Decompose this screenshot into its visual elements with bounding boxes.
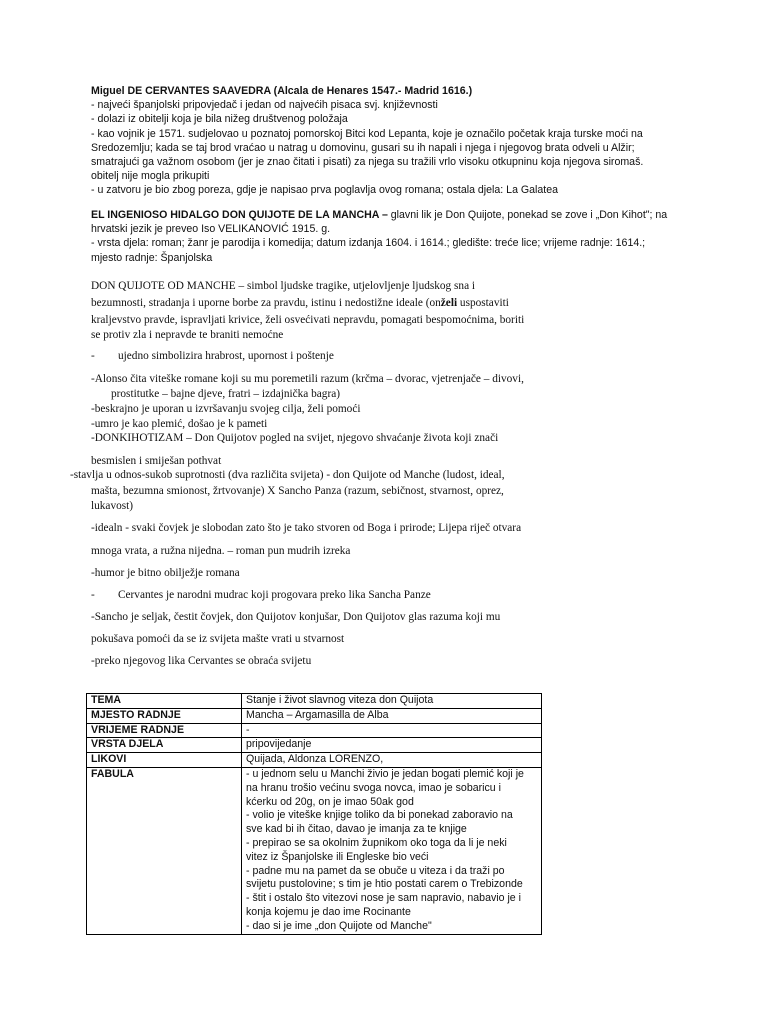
biography-section	[91, 84, 671, 198]
summary-table	[86, 693, 542, 935]
intro-line: DON QUIJOTE OD MANCHE – simbol ljudske tragike, utjelovljenje ljudskog sna i	[91, 280, 476, 292]
bio-line: - dolazi iz obitelji koja je bila nižeg društvenog položaja	[91, 113, 348, 126]
note-line: -idealn - svaki čovjek je slobodan zato što je tako stvoren od Boga i prirode; Lijepa riječ otvara	[91, 522, 522, 534]
bullet-dash: -	[91, 350, 95, 362]
fabula-line: sve kad bi ih čitao, davao je imanja za te knjige	[246, 823, 467, 836]
table-row	[87, 723, 542, 738]
fabula-line: - volio je viteške knjige toliko da bi ponekad zaboravio na	[246, 809, 513, 822]
work-title: EL INGENIOSO HIDALGO DON QUIJOTE DE LA MANCHA –	[91, 209, 388, 221]
table-key: VRIJEME RADNJE	[87, 723, 242, 738]
note-line: -stavlja u odnos-sukob suprotnosti (dva različita svijeta) - don Quijote od Manche (ludost, ideal,	[70, 469, 505, 481]
table-key: LIKOVI	[87, 753, 242, 768]
fabula-line: konja kojemu je dao ime Rocinante	[246, 905, 411, 918]
fabula-line: kćerku od 20g, on je imao 50ak god	[246, 795, 414, 808]
intro-text: uspostaviti	[457, 297, 509, 309]
bio-line: obitelj nije mogla prikupiti	[91, 170, 210, 183]
bullet-dash: -	[91, 589, 95, 601]
note-line: pokušava pomoći da se iz svijeta mašte vrati u stvarnost	[91, 633, 345, 645]
author-heading: Miguel DE CERVANTES SAAVEDRA (Alcala de Henares 1547.- Madrid 1616.)	[91, 85, 473, 97]
bio-line: smatrajući ga važnom osobom (jer je znao čitati i pisati) za njega su tražili vrlo visoku otkupninu koja njegova siromaš.	[91, 156, 644, 169]
note-line: -DONKIHOTIZAM – Don Quijotov pogled na svijet, njegovo shvaćanje života koji znači	[91, 432, 499, 444]
table-key: FABULA	[87, 767, 242, 934]
table-row	[87, 738, 542, 753]
work-section	[91, 208, 671, 265]
bullet-line: Cervantes je narodni mudrac koji progovara preko lika Sancha Panze	[118, 589, 431, 601]
work-line: hrvatski jezik je preveo Iso VELIKANOVIĆ 1915. g.	[91, 223, 331, 236]
intro-bold: želi	[440, 297, 458, 309]
table-value: pripovijedanje	[242, 738, 542, 753]
table-value: -	[242, 723, 542, 738]
work-title-line	[91, 208, 671, 222]
note-line: -humor je bitno obilježje romana	[91, 567, 240, 579]
bio-line: - u zatvoru je bio zbog poreza, gdje je napisao prva poglavlja ovog romana; ostala djela: La Galatea	[91, 184, 559, 197]
intro-line: se protiv zla i nepravde te braniti nemoćne	[91, 329, 284, 341]
table-row	[87, 753, 542, 768]
table-row	[87, 708, 542, 723]
table-row	[87, 767, 542, 934]
intro-text: bezumnosti, stradanja i uporne borbe za pravdu, istinu i nedostižne ideale (on	[91, 297, 441, 309]
table-value: Quijada, Aldonza LORENZO,	[242, 753, 542, 768]
note-line: mnoga vrata, a ružna nijedna. – roman pun mudrih izreka	[91, 545, 351, 557]
bio-line: Sredozemlju; kada se taj brod vraćao u natrag u domovinu, gusari su ih napali i njega i njegovog brata odveli u Alžir;	[91, 141, 635, 154]
note-line: -beskrajno je uporan u izvršavanju svojeg cilja, želi pomoći	[91, 403, 361, 415]
work-line: - vrsta djela: roman; žanr je parodija i komedija; datum izdanja 1604. i 1614.; gledište: treće lice; vrijeme radnje: 1614.;	[91, 237, 646, 250]
bio-line: - najveći španjolski pripovjedač i jedan od najvećih pisaca svj. književnosti	[91, 99, 438, 112]
note-line: mašta, bezumna smionost, žrtvovanje) X Sancho Panza (razum, sebičnost, stvarnost, oprez,	[91, 485, 504, 497]
note-line: prostitutke – bajne djeve, fratri – izdajnička bagra)	[111, 388, 340, 400]
fabula-line: - padne mu na pamet da se obuče u viteza i da traži po	[246, 864, 505, 877]
table-value: Stanje i život slavnog viteza don Quijota	[242, 694, 542, 709]
table-key: VRSTA DJELA	[87, 738, 242, 753]
table-key: MJESTO RADNJE	[87, 708, 242, 723]
note-line: besmislen i smiješan pothvat	[91, 455, 222, 467]
note-line: -Alonso čita viteške romane koji su mu poremetili razum (krčma – dvorac, vjetrenjače – divovi,	[91, 373, 524, 385]
table-value: Mancha – Argamasilla de Alba	[242, 708, 542, 723]
fabula-line: svijetu pustolovine; s tim je htio postati carem o Trebizonde	[246, 878, 523, 891]
fabula-line: na hranu trošio većinu svoga novca, imao je sobaricu i	[246, 781, 501, 794]
table-row	[87, 694, 542, 709]
fabula-line: - dao si je ime „don Quijote od Manche"	[246, 919, 432, 932]
note-line: -preko njegovog lika Cervantes se obraća svijetu	[91, 655, 312, 667]
work-title-rest: glavni lik je Don Quijote, ponekad se zove i „Don Kihot"; na	[387, 209, 668, 221]
fabula-line: - štit i ostalo što vitezovi nose je sam napravio, nabavio je i	[246, 892, 521, 905]
fabula-line: - u jednom selu u Manchi živio je jedan bogati plemić koji je	[246, 767, 524, 780]
note-line: -umro je kao plemić, došao je k pameti	[91, 418, 268, 430]
bio-line: - kao vojnik je 1571. sudjelovao u poznatoj pomorskoj Bitci kod Lepanta, koje je označilo početak kraja turske moći na	[91, 127, 643, 140]
table-key: TEMA	[87, 694, 242, 709]
table-value	[242, 767, 542, 934]
bullet-line: ujedno simbolizira hrabrost, upornost i poštenje	[118, 350, 334, 362]
intro-line	[91, 297, 509, 309]
fabula-line: - prepirao se sa okolnim župnikom oko toga da li je neki	[246, 836, 507, 849]
fabula-line: vitez iz Španjolske ili Engleske bio veći	[246, 850, 429, 863]
note-line: lukavost)	[91, 500, 134, 512]
intro-line: kraljevstvo pravde, ispravljati krivice, želi osvećivati nepravdu, pomagati bespomoćnima, boriti	[91, 314, 525, 326]
note-line: -Sancho je seljak, čestit čovjek, don Quijotov konjušar, Don Quijotov glas razuma koji mu	[91, 611, 501, 623]
work-line: mjesto radnje: Španjolska	[91, 251, 213, 264]
